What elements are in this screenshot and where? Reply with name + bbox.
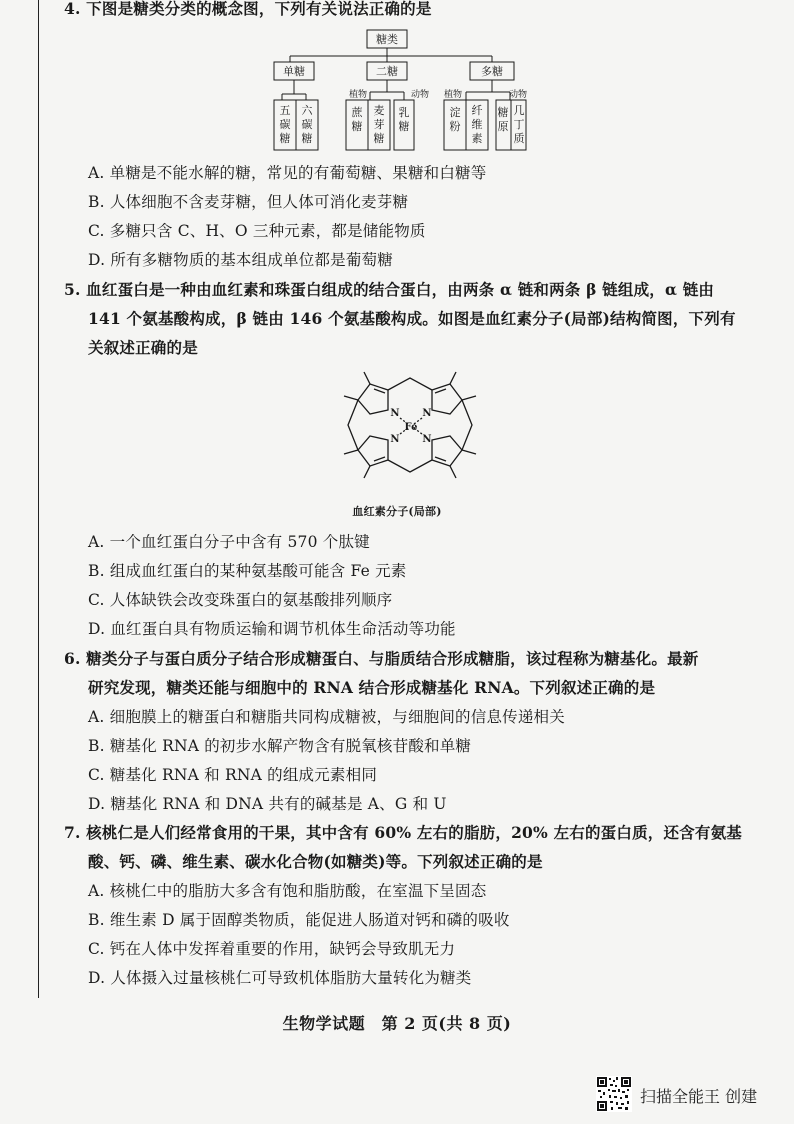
- q5-option-b: B. 组成血红蛋白的某种氨基酸可能含 Fe 元素: [88, 562, 407, 580]
- heme-figure-caption: 血红素分子(局部): [352, 505, 442, 518]
- q5-option-c: C. 人体缺铁会改变珠蛋白的氨基酸排列顺序: [88, 591, 393, 609]
- leaf-sucrose-1: 蔗: [351, 106, 363, 119]
- q7-option-a: A. 核桃仁中的脂肪大多含有饱和脂肪酸，在室温下呈固态: [88, 882, 487, 900]
- diagram-poly-label: 多糖: [481, 65, 503, 78]
- diagram-poly-animal-label: 动物: [508, 90, 528, 100]
- binding-margin-line: [38, 0, 39, 998]
- q4-option-a: A. 单糖是不能水解的糖，常见的有葡萄糖、果糖和白糖等: [88, 164, 487, 182]
- leaf-glycogen-1: 糖: [497, 106, 509, 119]
- q5-stem-line-1: 5. 血红蛋白是一种由血红素和珠蛋白组成的结合蛋白，由两条 α 链和两条 β 链组成，α 链由: [64, 280, 715, 299]
- leaf-cellulose-3: 素: [471, 132, 483, 145]
- leaf-hexose-1: 六: [301, 104, 313, 117]
- q6-stem-line-2: 研究发现，糖类还能与细胞中的 RNA 结合形成糖基化 RNA。下列叙述正确的是: [88, 678, 656, 697]
- heme-fe-atom: Fe: [404, 422, 418, 433]
- leaf-pentose-2: 碳: [279, 118, 291, 131]
- q5-stem-line-3: 关叙述正确的是: [88, 338, 198, 357]
- leaf-cellulose-2: 维: [471, 118, 483, 131]
- diagram-mono-label: 单糖: [283, 65, 305, 78]
- q6-option-d: D. 糖基化 RNA 和 DNA 共有的碱基是 A、G 和 U: [88, 795, 447, 813]
- scanner-watermark: [596, 1076, 786, 1112]
- heme-n-atom-4: N: [422, 434, 432, 445]
- heme-structure-figure: [330, 360, 490, 490]
- q5-option-d: D. 血红蛋白具有物质运输和调节机体生命活动等功能: [88, 620, 456, 638]
- sugar-classification-diagram: [270, 26, 530, 154]
- q4-option-d: D. 所有多糖物质的基本组成单位都是葡萄糖: [88, 251, 393, 269]
- diagram-di-plant-label: 植物: [348, 90, 368, 100]
- leaf-pentose-3: 糖: [279, 132, 291, 145]
- leaf-cellulose-1: 纤: [471, 104, 483, 117]
- heme-n-atom-3: N: [390, 434, 400, 445]
- leaf-maltose-3: 糖: [373, 132, 385, 145]
- q7-option-c: C. 钙在人体中发挥着重要的作用，缺钙会导致肌无力: [88, 940, 456, 958]
- q7-option-b: B. 维生素 D 属于固醇类物质，能促进人肠道对钙和磷的吸收: [88, 911, 510, 929]
- scanner-watermark-text: 扫描全能王 创建: [640, 1087, 758, 1106]
- q5-stem-line-2: 141 个氨基酸构成，β 链由 146 个氨基酸构成。如图是血红素分子(局部)结构简图，下列有: [88, 309, 736, 328]
- q6-option-b: B. 糖基化 RNA 的初步水解产物含有脱氧核苷酸和单糖: [88, 737, 472, 755]
- leaf-sucrose-2: 糖: [351, 120, 363, 133]
- diagram-di-label: 二糖: [376, 65, 398, 78]
- q7-stem-line-2: 酸、钙、磷、维生素、碳水化合物(如糖类)等。下列叙述正确的是: [88, 852, 543, 871]
- leaf-lactose-2: 糖: [398, 120, 410, 133]
- leaf-chitin-2: 丁: [513, 118, 525, 131]
- leaf-starch-2: 粉: [449, 120, 461, 133]
- heme-n-atom-2: N: [422, 408, 432, 419]
- q4-stem: 4. 下图是糖类分类的概念图，下列有关说法正确的是: [64, 0, 432, 18]
- diagram-poly-plant-label: 植物: [443, 90, 463, 100]
- leaf-chitin-3: 质: [513, 132, 525, 145]
- q4-option-c: C. 多糖只含 C、H、O 三种元素，都是储能物质: [88, 222, 426, 240]
- q6-option-c: C. 糖基化 RNA 和 RNA 的组成元素相同: [88, 766, 378, 784]
- q6-option-a: A. 细胞膜上的糖蛋白和糖脂共同构成糖被，与细胞间的信息传递相关: [88, 708, 565, 726]
- leaf-lactose-1: 乳: [398, 106, 410, 119]
- qr-code-icon: [596, 1076, 632, 1112]
- leaf-chitin-1: 几: [513, 104, 525, 117]
- q7-option-d: D. 人体摄入过量核桃仁可导致机体脂肪大量转化为糖类: [88, 969, 472, 987]
- page-footer: 生物学试题 第 2 页(共 8 页): [282, 1014, 512, 1033]
- q6-stem-line-1: 6. 糖类分子与蛋白质分子结合形成糖蛋白、与脂质结合形成糖脂，该过程称为糖基化。最新: [64, 649, 699, 668]
- diagram-di-animal-label: 动物: [410, 90, 430, 100]
- leaf-glycogen-2: 原: [497, 120, 509, 133]
- heme-n-atom-1: N: [390, 408, 400, 419]
- q7-stem-line-1: 7. 核桃仁是人们经常食用的干果，其中含有 60% 左右的脂肪，20% 左右的蛋白质，还含有氨基: [64, 823, 742, 842]
- leaf-pentose-1: 五: [279, 104, 291, 117]
- q4-option-b: B. 人体细胞不含麦芽糖，但人体可消化麦芽糖: [88, 193, 409, 211]
- leaf-hexose-3: 糖: [301, 132, 313, 145]
- leaf-hexose-2: 碳: [301, 118, 313, 131]
- leaf-maltose-2: 芽: [373, 118, 385, 131]
- leaf-maltose-1: 麦: [373, 104, 385, 117]
- leaf-starch-1: 淀: [449, 106, 461, 119]
- q5-option-a: A. 一个血红蛋白分子中含有 570 个肽键: [88, 533, 370, 551]
- diagram-root-label: 糖类: [376, 33, 398, 46]
